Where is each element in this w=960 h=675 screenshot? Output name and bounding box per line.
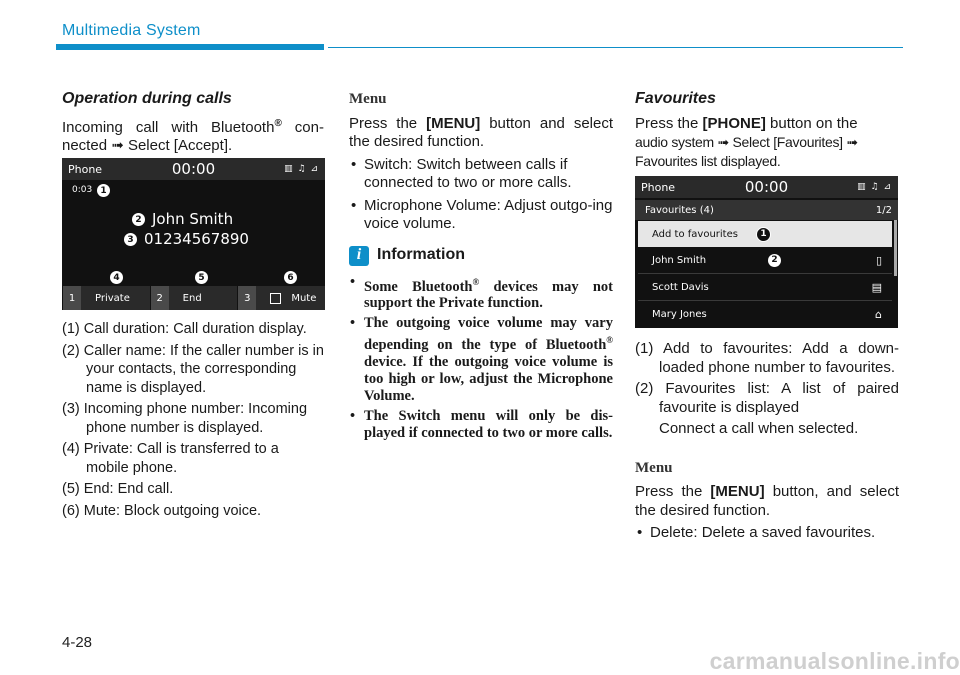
call-duration: 0:03 [72,185,93,195]
callout-1: 1 [756,227,771,242]
call-button-bar [62,286,325,310]
status-icons: ▥ ♫ ⊿ [284,164,319,174]
favourites-list-header [635,200,898,220]
item-add-to-favourites: (1) Add to favourites: Add a down-loaded phone number to favourites. [635,340,899,376]
favourites-screen [635,176,898,328]
info-item-private: • Some Bluetooth® devices may not support the Private function. [349,274,613,313]
home-icon: ⌂ [875,307,882,321]
phone-label: Phone [641,180,676,194]
item-caller-name: (2) Caller name: If the caller number is in your contacts, the corresponding name is displayed. [62,342,324,396]
callout-5: 5 [195,271,208,284]
heading-favourites: Favourites [635,90,716,107]
intro-paragraph: Incoming call with Bluetooth® con-nected ➟ Select [Accept]. [62,117,324,154]
item-private: (4) Private: Call is transferred to a mobile phone. [62,441,279,476]
header-rule-thick [56,44,324,50]
phone-label: Phone [68,162,103,176]
bullet-microphone-volume: • Microphone Volume: Adjust outgo-ing voice volume. [349,197,613,234]
item-connect-call: Connect a call when selected. [659,420,859,437]
item-mute: (6) Mute: Block outgoing voice. [62,502,262,519]
column-operation-during-calls [62,90,324,160]
favourite-row-john-smith[interactable]: John Smith 2 ▯ [652,253,882,267]
bullet-delete: • Delete: Delete a saved favourites. [635,524,899,543]
status-icons: ▥ ♫ ⊿ [857,182,892,192]
add-to-favourites-row[interactable]: Add to favourites 1 [638,221,892,247]
screen-top-bar [62,158,325,180]
information-title: Information [377,246,465,264]
item-favourites-list: (2) Favourites list: A list of paired favourite is displayed [635,380,899,416]
bullet-switch: • Switch: Switch between calls if connected to two or more calls. [349,156,613,193]
favourites-items [635,340,899,547]
caller-name: John Smith [152,210,234,228]
menu-favourites-intro: Press the [MENU] button, and select the desired function. [635,483,899,519]
callout-6: 6 [284,271,297,284]
favourites-intro-line2: audio system ➟ Select [Favourites] ➟ Favourites list displayed. [635,134,858,169]
favourite-row-scott-davis[interactable]: Scott Davis ▤ [652,280,882,294]
item-end: (5) End: End call. [62,481,174,497]
heading-operation-during-calls: Operation during calls [62,90,232,107]
item-call-duration: (1) Call duration: Call duration display. [62,321,307,337]
favourites-intro: Press the [PHONE] button on the [635,114,858,132]
end-button[interactable]: 2 End [150,286,238,310]
office-icon: ▤ [871,280,882,294]
page-indicator: 1/2 [875,204,892,216]
mobile-icon: ▯ [875,253,882,267]
clock: 00:00 [744,178,789,196]
info-item-volume: • The outgoing voice volume may vary depending on the type of Bluetooth® device. If the outgoing voice volume is too high or low, adjust the Microphone Volume. [349,315,613,405]
callout-2: 2 [768,254,781,267]
header-rule-thin [328,47,903,48]
page-number: 4-28 [62,634,93,651]
mute-checkbox[interactable] [270,293,281,304]
caller-number: 01234567890 [144,230,249,248]
clock: 00:00 [171,160,216,178]
callout-4: 4 [110,271,123,284]
heading-menu: Menu [349,91,387,107]
screen-top-bar [635,176,898,198]
heading-menu-favourites: Menu [635,459,673,476]
call-items [62,320,324,523]
favourites-count: Favourites (4) [645,204,714,216]
mute-button[interactable]: 3 Mute [237,286,325,310]
menu-intro: Press the [MENU] button and select the desired function. [349,114,614,150]
item-incoming-number: (3) Incoming phone number: Incoming phone number is displayed. [62,401,308,436]
callout-2: 2 [132,213,145,226]
information-header [349,246,613,266]
column-favourites [635,90,899,174]
phone-call-screen [62,158,325,310]
favourite-row-mary-jones[interactable]: Mary Jones ⌂ [652,307,882,321]
watermark: carmanualsonline.info [709,648,960,674]
section-title: Multimedia System [62,22,201,39]
callout-1: 1 [97,184,110,197]
info-icon: i [349,246,369,266]
callout-3: 3 [124,233,137,246]
private-button[interactable]: 1 Private [62,286,150,310]
list-scrollbar[interactable] [894,220,897,276]
info-item-switch: • The Switch menu will only be dis-played if connected to two or more calls. [349,408,613,442]
column-menu [349,90,613,445]
